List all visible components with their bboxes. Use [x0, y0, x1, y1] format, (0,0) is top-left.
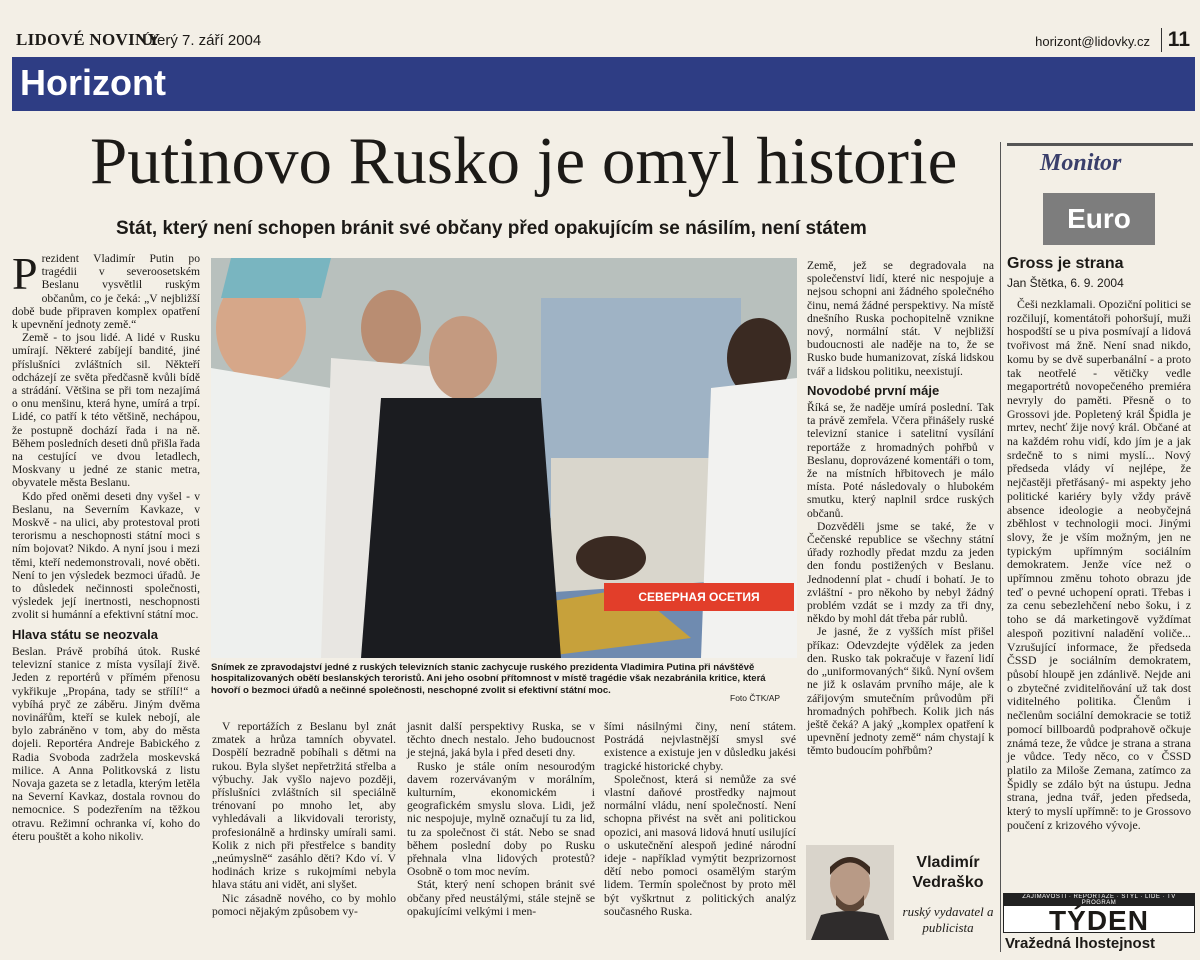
paragraph: Češi nezklamali. Opoziční politici se rozčilují, komentátoři pohoršují, muži hospodští se u piva posmívají a lidová tvořivost má žně. Není snad nikdo, komu by se dvě superbanální - a proto tak neotřelé - větičky vedle megaportrétů novopečeného premiéra nevryly do paměti. Přesně o to Grossovi jde. Popletený král Špidla je mrtev, nechť žije nový král. Občané at na každém rohu vidí, kdo jím je a jak srdečně to s nimi myslí... Nový předseda vlády ví nejlépe, že nejčastěji přetřásaný- mi aspekty jeho politické kariéry byly vždy právě absence ideologie a neobyčejná zběhlost v technologii moci. Jinými slovy, že je vším možným, jen ne typickým upřímným sociálním demokratem. Jenže více než o upřímnou změnu tohoto obrazu jde teď o pevné uchopení oprati. Třebas i za cenu sebezlehčení nebo šoku, i z toho se dá marketingově vyždímat alespoň pozitivní naladění voliče... Vzrušující informace, že předseda ČSSD je sociálním demokratem, působí hloupě jen zdánlivě. Nejde ani o zbytečné zviditelňování už tak dost viditelného politika. Členům i nečlenům sociální demokracie se totiž pomocí billboardů podprahově očkuje známá teze, že vůdce je strana a strana je vůdce. Tedy něco, co v ČSSD platilo za Miloše Zemana, zatímco za Špidly se zdálo být na ústupu. Jedna strana, jedna tvář, jeden předseda, který to myslí upřímně: to je Grossovo poučení z krizového vývoje. — [1007, 297, 1191, 832]
author-role: ruský vydavatel a publicista — [902, 904, 994, 935]
headline: Putinovo Rusko je omyl historie — [90, 124, 958, 198]
sidebar-title: Gross je strana — [1007, 255, 1124, 272]
masthead: LIDOVÉ NOVINY — [16, 30, 161, 49]
subheading: Hlava státu se neozvala — [12, 626, 158, 642]
section-title: Horizont — [20, 62, 166, 103]
paragraph: šími násilnými činy, není státem. Postrádá nejvlastnější smysl své existence a existuje jen v důsledku jakési tragické historické chyby. — [604, 720, 796, 773]
tyden-tagline: ZAJÍMAVOSTI · REPORTÁŽE · STYL · LIDÉ · TV PROGRAM — [1004, 894, 1194, 906]
issue-date: Úterý 7. září 2004 — [142, 32, 262, 49]
photo-credit: Foto ČTK/AP — [730, 693, 781, 703]
paragraph: Rusko je stále oním nesourodým davem rozervávaným v morálním, kulturním, ekonomickém i geografickém smyslu slova. Lidi, jež nic nespojuje, mylně označují tu za lid, tu za společnost či stát. Nebo se snad během poslední doby po Rusku přehnala vlna lidových protestů? Osobně o tom moc nevím. — [407, 759, 595, 879]
paragraph: Země - to jsou lidé. A lidé v Rusku umírají. Některé zabíjejí bandité, jiné příslušníci zvláštních sil. Někteří odcházejí ze světa předčasně kvůli bídě a strádání. Většina se při tom nezajímá o onu menšinu, která hyne, umírá a trpí. Lidé, co patří k této většině, nechápou, že postupně dochází řada i na ně. Během posledních deseti dnů přišla řada na cestující ve dvou letadlech, Moskvany u jedné ze stanic metra, obyvatele města Beslanu. — [12, 331, 200, 490]
column-5 — [807, 259, 994, 758]
column-4 — [604, 720, 796, 918]
subheading: Novodobé první máje — [807, 382, 940, 398]
sidebar-divider — [1000, 142, 1001, 952]
paragraph: Beslan. Právě probíhá útok. Ruské televizní stanice z místa vysílají živě. Jeden z reportérů v přímém přenosu vykřikuje „Propána, tady se střílí!“ a vybíhá pryč ze záběru. Jiným dvěma novinářům, kteří se kulek nebojí, ale bylo zabráněno v tom, aby do města dojeli. Reportéra Andreje Babického z Radia Svoboda zadržela moskevská milice. A Anna Politkovská z listu Novaja gazeta se z letadla, kterým letěla na Severní Kavkaz, dostala rovnou do nemocnice. S podezřením na těžkou otravu. Režimní ochranka ví, koho do éteru pouštět a koho nikoliv. — [12, 644, 200, 843]
column-2 — [212, 720, 396, 918]
tyden-logo: TÝDEN — [1049, 905, 1149, 933]
paragraph: Nic zásadně nového, co by mohlo pomoci nějakým způsobem vy- — [212, 891, 396, 918]
paragraph: V reportážích z Beslanu byl znát zmatek a hrůza tamních obyvatel. Dospělí bezradně pobíhali s dětmi na rukou. Byla slyšet nepřetržitá střelba a výbuchy. Jak vyšlo najevo později, příslušníci zvláštních sil speciálně trénovaní po mnoho let, aby vyhledávali a likvidovali teroristy, profesionálně a hrdinsky umírali sami. Kolik z nich při přestřelce s bandity „neúmyslně“ zasáhlo děti? Kdo ví. V hodinách krize s rukojmími nebyla hlava státu ani vidět, ani slyšet. — [212, 720, 396, 892]
tyden-logo-box — [1003, 893, 1195, 933]
paragraph: Je jasné, že z vyšších míst přišel příkaz: Odevzdejte výdělek za jeden den. Rusko tak pokračuje v řazení lidí do „uniformovaných“ šiků. Nyní ovšem ne již k oslavám prvního máje, ale k zářijovým smutečním průvodům při hromadných pohřbech. Kolik jich nás ještě čeká? A jaký „komplex opatření k upevnění jednoty země“ nám chystají k těmto budoucím pohřbům? — [807, 625, 994, 758]
paragraph: Dozvěděli jsme se také, že v Čečenské republice se všechny státní úřady rozhodly předat mzdu za jeden den fondu postižených v Beslanu. Jednodenní plat - chudí i bohatí. Je to zvláštní - pro někoho by nebyl žádný problém vzdát se i mzdy za tři dny, někdo by mohl dát třeba pár rublů. — [807, 519, 994, 626]
sidebar-byline: Jan Štětka, 6. 9. 2004 — [1007, 276, 1124, 290]
monitor-logo: Monitor — [1040, 150, 1122, 176]
author-portrait — [806, 845, 894, 940]
section-email: horizont@lidovky.cz — [1035, 34, 1150, 49]
paragraph: jasnit další perspektivy Ruska, se v těchto dnech nestalo. Jeho budoucnost je stejná, jaká byla i před deseti dny. — [407, 720, 595, 760]
column-1 — [12, 248, 200, 843]
subheadline: Stát, který není schopen bránit své občany před opakujícím se násilím, není státem — [116, 218, 867, 239]
column-3 — [407, 720, 595, 918]
author-name: Vladimír Vedraško — [912, 854, 984, 891]
euro-logo: Euro — [1043, 193, 1155, 245]
news-photo — [211, 258, 797, 658]
paragraph: Prezident Vladimír Putin po tragédii v severoosetském Beslanu vysvětlil ruským občanům, co je čeká: „V nejbližší době bude připraven komplex opatření k upevnění jednoty země.“ — [12, 248, 200, 332]
dropcap: P — [12, 248, 38, 299]
paragraph: Kdo před oněmi deseti dny vyšel - v Beslanu, na Severním Kavkaze, v Moskvě - na ulici, aby protestoval proti terorismu a neschopnosti státní moci s ním bojovat? Nikdo. A nyní jsou i mezi těmi, kteří nedemonstrovali, nové oběti. Není to jen výsledek bezmoci úřadů. Je to důsledek nečinnosti společnosti, výsledek její inertnosti, neschopnosti zvolit si humánní a efektivní státní moc. — [12, 489, 200, 622]
sidebar-bottom-headline: Vražedná lhostejnost — [1005, 935, 1156, 952]
paragraph: Společnost, která si nemůže za své vlastní daňové prostředky najmout normální vládu, není společností. Není schopna přivést na svět ani politickou opozici, ani masová lidová hnutí usilující o uskutečnění alespoň jediné národní ideje - například vymýtit bezprizornost dětí nebo pomoci osamělým starým lidem. Termín společnost by proto měl být vyškrtnut z politických analýz současného Ruska. — [604, 772, 796, 918]
paragraph: Říká se, že naděje umírá poslední. Tak ta právě zemřela. Včera přinášely ruské televizní stanice i satelitní vysílání reportáže z hromadných pohřbů v Beslanu, doprovázené komentáři o tom, že na místních hřbitovech je málo místa. Poté následovaly o hlubokém smutku, který naplnil srdce ruských občanů. — [807, 401, 994, 520]
sidebar-text-column — [1007, 298, 1191, 832]
tv-banner: СЕВЕРНАЯ ОСЕТИЯ — [604, 583, 794, 611]
paragraph: Země, jež se degradovala na společenství lidí, které nic nespojuje a nejsou schopni ani žádného společného činu, nemá žádné perspektivy. Na místě dnešního Ruska pochopitelně vznikne nový, normální stát. V nejbližší budoucnosti ale naděje na to, že se Rusko bude humanizovat, získá lidskou tvář a lidskou politiku, neexistují. — [807, 259, 994, 378]
sidebar-top-rule — [1007, 143, 1193, 146]
section-band — [12, 57, 1195, 111]
author-photo — [806, 845, 894, 940]
paragraph: Stát, který není schopen bránit své občany před neustálými, stále stejně se opakujícími velkými i men- — [407, 878, 595, 918]
photo-caption: Snímek ze zpravodajství jedné z ruských televizních stanic zachycuje ruského prezidenta Vladimira Putina při návštěvě hospitalizovaných obětí beslanských teroristů. Ani jeho osobní přítomnost v místě tragédie však nezabránila kritice, která hovoří o bezmoci úřadů a nečinné společnosti, neschopné zvolit si efektivní státní moc. — [211, 662, 766, 696]
page-number: 11 — [1161, 28, 1190, 52]
